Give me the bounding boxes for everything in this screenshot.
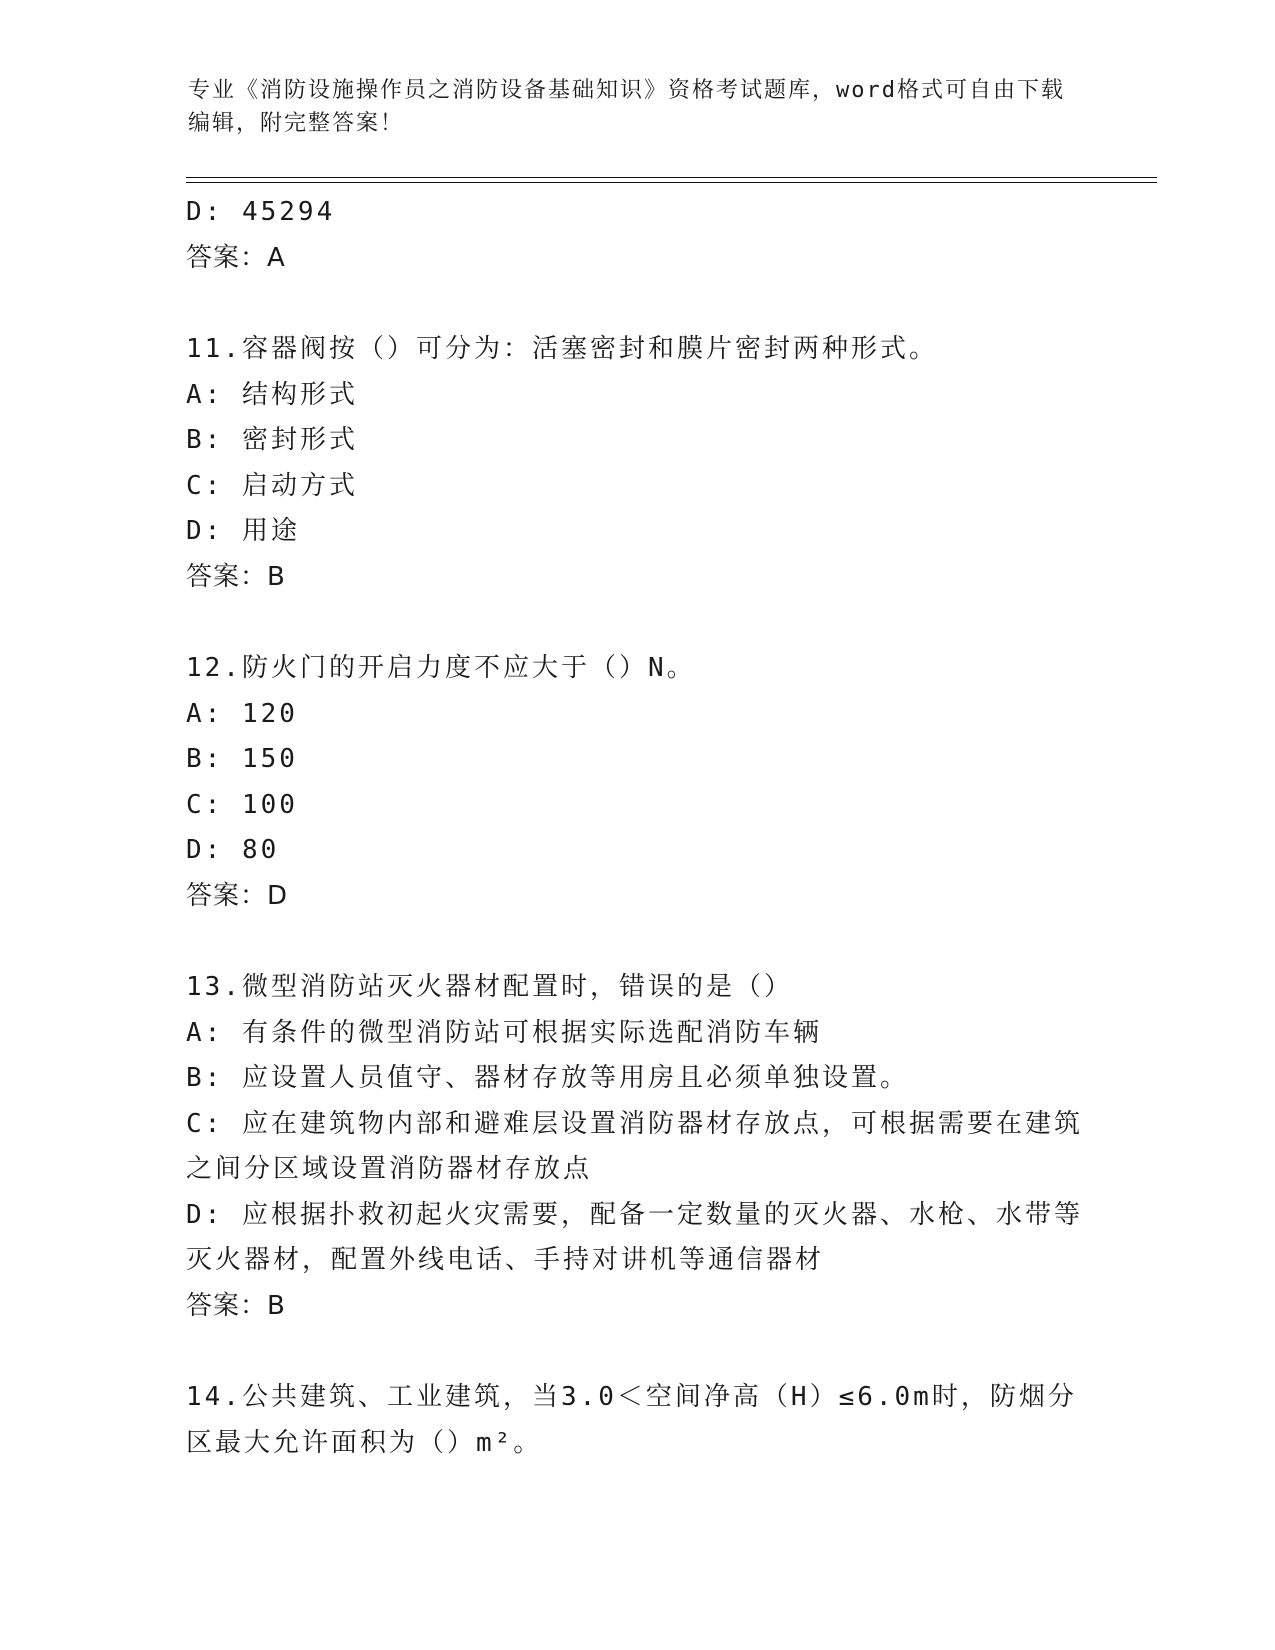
- spacer: [186, 919, 1086, 965]
- option-a: A: 120: [186, 698, 298, 729]
- spacer: [186, 1329, 1086, 1375]
- option-c: C: 应在建筑物内部和避难层设置消防器材存放点，可根据需要在建筑之间分区域设置消防器材存放点: [186, 1108, 1083, 1184]
- option-b: B: 密封形式: [186, 425, 358, 455]
- option-d: D: 用途: [186, 516, 300, 546]
- answer-line: 答案：D: [186, 880, 289, 911]
- question-stem: 13.微型消防站灭火器材配置时，错误的是（）: [186, 972, 793, 1002]
- spacer: [186, 281, 1086, 327]
- answer-line: 答案：A: [186, 242, 286, 273]
- question-stem: 12.防火门的开启力度不应大于（）N。: [186, 653, 696, 683]
- option-d: D: 应根据扑救初起火灾需要，配备一定数量的灭火器、水枪、水带等灭火器材，配置外线电话、手持对讲机等通信器材: [186, 1199, 1083, 1275]
- answer-line: 答案：B: [186, 1290, 286, 1321]
- question-11: [186, 327, 1086, 600]
- question-13: [186, 965, 1086, 1329]
- question-10-tail: [186, 190, 1086, 281]
- document-header: 专业《消防设施操作员之消防设备基础知识》资格考试题库，word格式可自由下载编辑，附完整答案！: [188, 78, 1065, 136]
- option-c: C: 100: [186, 789, 298, 820]
- option-a: A: 结构形式: [186, 379, 358, 410]
- option-b: B: 应设置人员值守、器材存放等用房且必须单独设置。: [186, 1063, 909, 1093]
- question-stem: 14.公共建筑、工业建筑，当3.0＜空间净高（H）≤6.0m时，防烟分区最大允许面积为（）m²。: [186, 1382, 1077, 1458]
- spacer: [186, 600, 1086, 646]
- question-stem: 11.容器阀按（）可分为：活塞密封和膜片密封两种形式。: [186, 334, 938, 364]
- answer-line: 答案：B: [186, 561, 286, 592]
- header-divider-top: [186, 177, 1157, 178]
- question-12: [186, 646, 1086, 919]
- question-14: [186, 1375, 1086, 1466]
- option-d: D: 80: [186, 835, 280, 865]
- question-list: [186, 190, 1086, 1466]
- option-d: D: 45294: [186, 197, 336, 227]
- option-b: B: 150: [186, 744, 298, 774]
- option-c: C: 启动方式: [186, 470, 358, 501]
- header-divider-bottom: [186, 182, 1157, 183]
- option-a: A: 有条件的微型消防站可根据实际选配消防车辆: [186, 1017, 822, 1048]
